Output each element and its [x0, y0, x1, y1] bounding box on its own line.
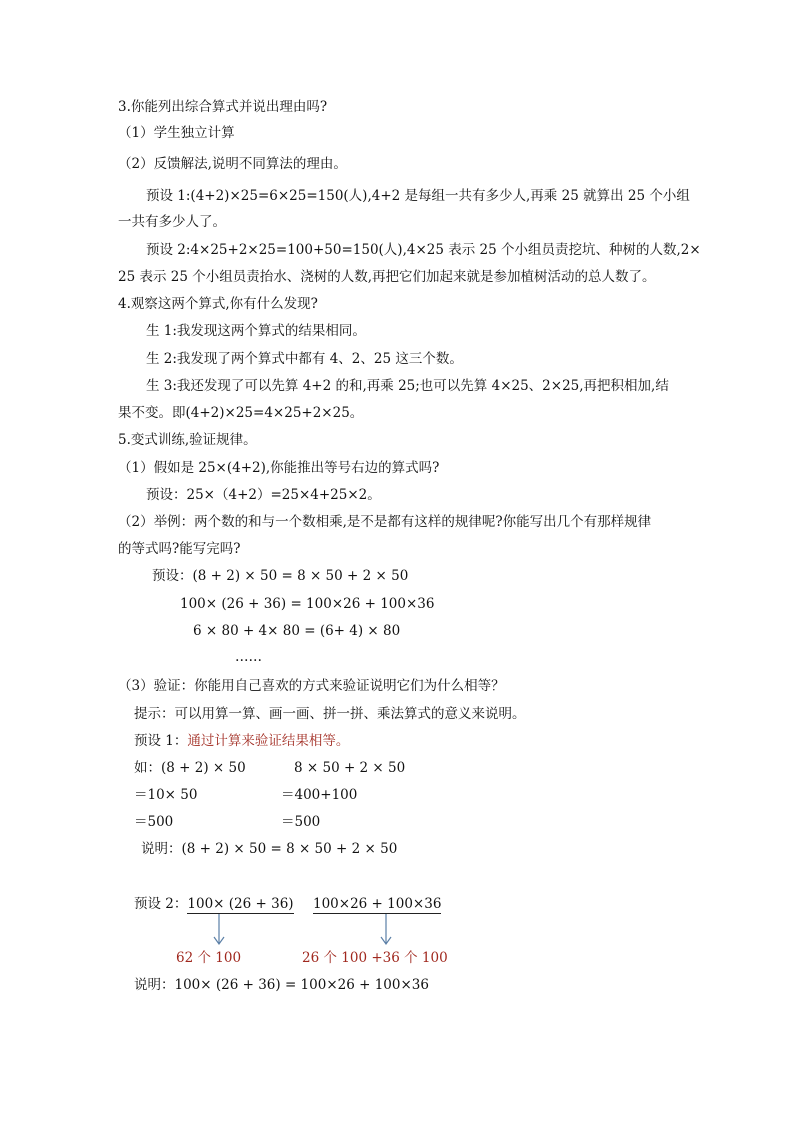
variant-2-line-2: 的等式吗?能写完吗? [118, 541, 241, 557]
calc-right-1: 8 × 50 + 2 × 50 [294, 760, 406, 776]
preset-2-line-2: 25 表示 25 个小组员责抬水、浇树的人数,再把它们加起来就是参加植树活动的总人数了。 [118, 269, 656, 285]
variant-1-text: （1）假如是 25×(4+2),你能推出等号右边的算式吗? [118, 460, 440, 476]
preset-verify-1-highlight: 通过计算来验证结果相等。 [187, 733, 350, 749]
step-1-text: （1）学生独立计算 [118, 125, 235, 141]
section-4-heading: 4.观察这两个算式,你有什么发现? [118, 296, 318, 312]
annotation-62-hundreds: 62 个 100 [176, 950, 242, 966]
preset-1-line-2: 一共有多少人了。 [118, 214, 226, 230]
preset-verify-2-label: 预设 2： [134, 896, 188, 912]
preset-verify-1-label: 预设 1： [134, 733, 188, 749]
step-2-text: （2）反馈解法,说明不同算法的理由。 [118, 156, 347, 172]
student-2-text: 生 2:我发现了两个算式中都有 4、2、25 这三个数。 [146, 351, 463, 367]
calc-left-3: ＝500 [134, 814, 174, 830]
down-arrow-icon [381, 914, 391, 944]
hint-text: 提示：可以用算一算、画一画、拼一拼、乘法算式的意义来说明。 [134, 706, 526, 722]
explanation-1: 说明：(8 + 2) × 50 = 8 × 50 + 2 × 50 [141, 841, 398, 857]
calc-right-3: ＝500 [281, 814, 321, 830]
variant-2-line-1: （2）举例：两个数的和与一个数相乘,是不是都有这样的规律呢?你能写出几个有那样规律 [118, 514, 652, 530]
preset-2-line-1: 预设 2:4×25+2×25=100+50=150(人),4×25 表示 25 个小组员责挖坑、种树的人数,2× [146, 242, 701, 258]
underlined-expression-right: 100×26 + 100×36 [313, 896, 442, 912]
annotation-26-and-36-hundreds: 26 个 100 +36 个 100 [302, 950, 448, 966]
student-3-line-1: 生 3:我还发现了可以先算 4+2 的和,再乘 25;也可以先算 4×25、2×25,再把积相加,结 [146, 378, 669, 394]
student-3-line-2: 果不变。即(4+2)×25=4×25+2×25。 [118, 405, 364, 421]
student-1-text: 生 1:我发现这两个算式的结果相同。 [146, 323, 366, 339]
variant-1-preset: 预设：25×（4+2）=25×4+25×2。 [146, 487, 381, 503]
verify-heading: （3）验证：你能用自己喜欢的方式来验证说明它们为什么相等？ [118, 678, 505, 694]
section-3-heading: 3.你能列出综合算式并说出理由吗? [118, 99, 328, 115]
preset-1-line-1: 预设 1:(4+2)×25=6×25=150(人),4+2 是每组一共有多少人,再乘 25 就算出 25 个小组 [146, 188, 690, 204]
ellipsis: …… [235, 649, 262, 665]
calc-left-1: 如：(8 + 2) × 50 [134, 760, 246, 776]
example-equation-1: 预设：(8 + 2) × 50 = 8 × 50 + 2 × 50 [152, 568, 409, 584]
explanation-2: 说明：100× (26 + 36) = 100×26 + 100×36 [134, 977, 429, 993]
underlined-expression-left: 100× (26 + 36) [187, 896, 294, 912]
example-equation-3: 6 × 80 + 4× 80 = (6+ 4) × 80 [193, 623, 401, 639]
section-5-heading: 5.变式训练,验证规律。 [118, 432, 257, 448]
calc-left-2: ＝10× 50 [134, 787, 198, 803]
calc-right-2: ＝400+100 [281, 787, 358, 803]
example-equation-2: 100× (26 + 36) = 100×26 + 100×36 [180, 596, 435, 612]
down-arrow-icon [214, 914, 224, 944]
